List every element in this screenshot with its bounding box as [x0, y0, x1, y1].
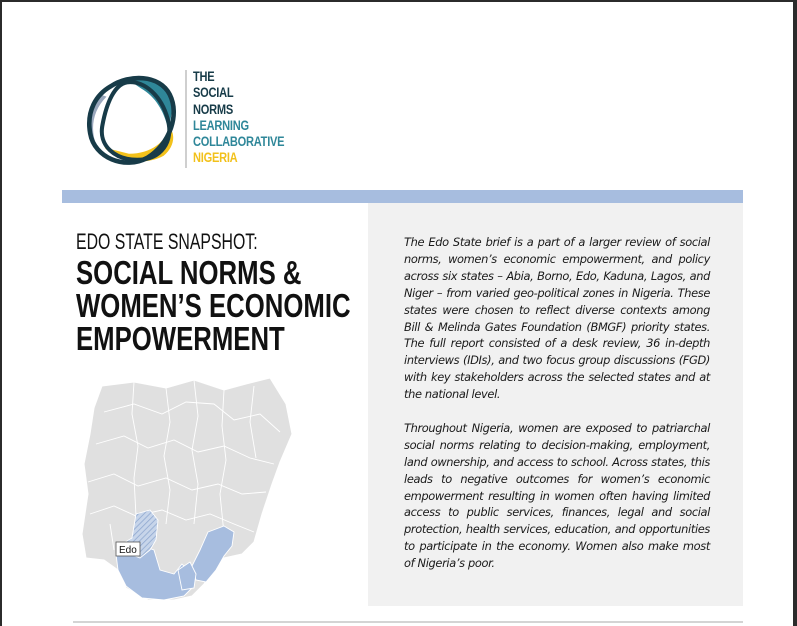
accent-bar [62, 190, 743, 203]
document-page [2, 2, 793, 626]
title-kicker: EDO STATE SNAPSHOT: [76, 229, 258, 254]
logo-divider [185, 70, 187, 168]
logo-line-learning: LEARNING [193, 117, 249, 133]
summary-text [404, 234, 710, 589]
summary-paragraph-2: Throughout Nigeria, women are exposed to patriarchal social norms relating to decision-making, employment, land ownership, and access to school. Across states, this leads to negative outcomes for women’s economic empowerment resulting in women often having limited access to public services, finances, legal and social protection, health services, education, and opportunities to participate in the economy. Women also make most of Nigeria’s poor. [404, 420, 710, 571]
summary-paragraph-1: The Edo State brief is a part of a larger review of social norms, women’s economic empowerment, and policy across six states – Abia, Borno, Edo, Kaduna, Lagos, and Niger – from varied geo-political zones in Nigeria. These states were chosen to reflect diverse contexts among Bill & Melinda Gates Foundation (BMGF) priority states. The full report consisted of a desk review, 36 in-depth interviews (IDIs), and two focus group discussions (FGD) with key stakeholders across the selected states and at the national level. [404, 235, 710, 402]
intertwined-rings-logo-icon [80, 66, 182, 168]
headline-line-2: WOMEN’S ECONOMIC [76, 287, 351, 324]
logo-line-collaborative: COLLABORATIVE [193, 134, 285, 150]
edo-map-label: Edo [119, 545, 137, 556]
nigeria-map [74, 374, 300, 604]
bottom-divider [73, 621, 743, 623]
summary-panel [368, 203, 743, 606]
page-title [76, 256, 351, 355]
headline-line-3: EMPOWERMENT [76, 320, 285, 357]
organization-name [193, 69, 284, 167]
headline-line-1: SOCIAL NORMS & [76, 254, 302, 291]
logo-line-norms: NORMS [193, 101, 233, 117]
logo-line-nigeria: NIGERIA [193, 150, 238, 166]
logo-line-the: THE [193, 69, 215, 84]
logo-line-social: SOCIAL [193, 85, 234, 101]
